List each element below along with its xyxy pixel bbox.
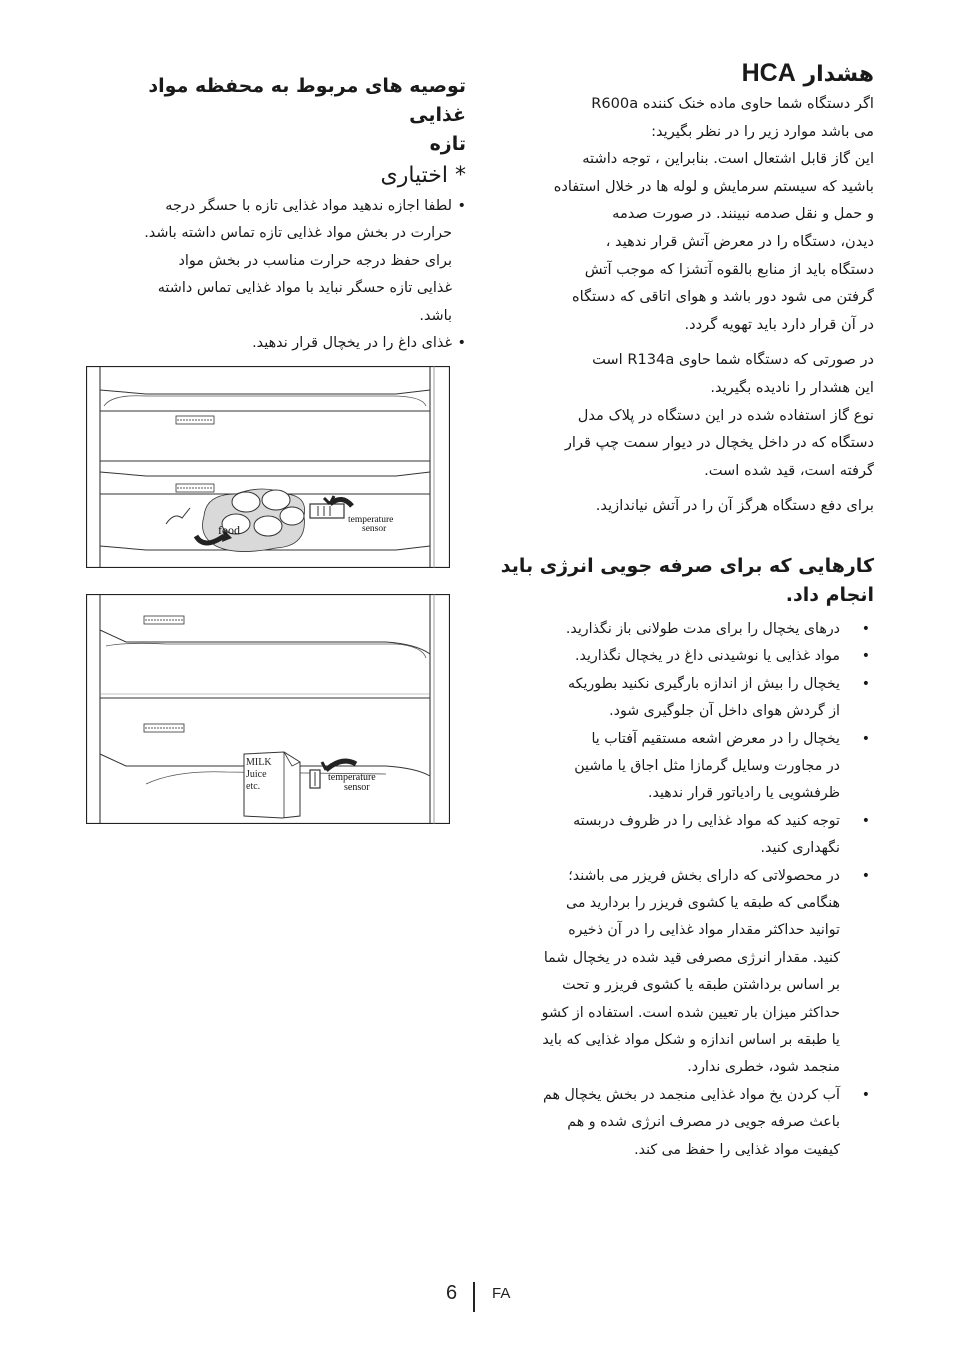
bullet-icon: • [861, 675, 870, 692]
list-item-line: باشد. [419, 307, 452, 324]
paragraph-line: برای دفع دستگاه هرگز آن را در آتش نیاندازید. [595, 497, 874, 515]
list-item-line: توجه کنید که مواد غذایی را در ظروف دربسته [573, 812, 840, 829]
list-item-line: نگهداری کنید. [760, 840, 840, 857]
list-item-line: از گردش هوای داخل آن جلوگیری شود. [609, 703, 840, 720]
sensor-label-line-1: temperature [328, 772, 376, 783]
list-item-line: در محصولاتی که دارای بخش فریزر می باشند؛ [568, 867, 840, 884]
list-item [492, 643, 874, 670]
sensor-label-line-2: sensor [362, 524, 387, 534]
paragraph-line: این گاز قابل اشتعال است. بنابراین ، توجه داشته [582, 150, 874, 168]
list-item-line: غذایی تازه حسگر نباید با مواد غذایی تماس داشته [157, 280, 452, 297]
list-item-line: منجمد شود، خطری ندارد. [687, 1059, 840, 1076]
fresh-food-list [86, 193, 466, 357]
paragraph-line: نوع گاز استفاده شده در این دستگاه در پلاک مدل [577, 406, 874, 424]
heading-text: هشدار [803, 62, 874, 87]
carton-label-line-3: etc. [246, 781, 261, 792]
hca-warning-heading [492, 58, 874, 90]
energy-saving-list [492, 616, 874, 1164]
paragraph-line: این هشدار را نادیده بگیرید. [710, 378, 874, 396]
carton-label-line-2: Juice [246, 769, 267, 780]
list-item [492, 671, 874, 726]
left-column [86, 72, 466, 357]
food-label: food [218, 523, 240, 537]
list-item-line: حداکثر میزان بار تعیین شده است. استفاده از کشو [541, 1004, 840, 1021]
heading-line: کارهایی که برای صرفه جویی انرژی باید [500, 554, 874, 577]
list-item-line: حرارت در بخش مواد غذایی تازه تماس داشته باشد. [144, 225, 452, 242]
list-item-line: باعث صرفه جویی در مصرف انرژی شده و هم [567, 1114, 840, 1131]
list-item-line: مواد غذایی یا نوشیدنی داغ در یخچال نگذارید. [575, 648, 840, 665]
hca-paragraph-3 [492, 402, 874, 485]
carton-label-line-1: MILK [246, 757, 272, 768]
list-item-line: برای حفظ درجه حرارت مناسب در بخش مواد [178, 252, 452, 269]
right-column [492, 58, 874, 1164]
list-item-line: کنید. مقدار انرژی مصرفی قید شده در یخچال شما [543, 949, 840, 966]
list-item [492, 726, 874, 808]
paragraph-line: گرفتن می شود دور باشد و هوای اتاقی که دستگاه [572, 288, 874, 306]
list-item-line: درهای یخچال را برای مدت طولانی باز نگذارید. [565, 620, 840, 637]
list-item-line: هنگامی که طبقه یا کشوی فریزر را بردارید می [566, 894, 840, 911]
list-item-line: یخچال را بیش از اندازه بارگیری نکنید بطوریکه [568, 675, 840, 692]
list-item-line: کیفیت مواد غذایی را حفظ می کند. [634, 1141, 840, 1158]
list-item-line: یخچال را در معرض اشعه مستقیم آفتاب یا [591, 730, 840, 747]
bullet-icon: • [861, 1086, 870, 1103]
paragraph-line: می باشد موارد زیر را در نظر بگیرید: [651, 122, 874, 140]
bullet-icon: • [861, 867, 870, 884]
paragraph-line: گرفته است، قید شده است. [704, 461, 874, 479]
bullet-icon: • [861, 812, 870, 829]
paragraph-line: دیدن، دستگاه را در معرض آتش قرار ندهید ، [605, 232, 874, 250]
fridge-food-figure [86, 366, 450, 568]
list-item [86, 193, 466, 330]
list-item-line: ظرفشویی یا رادیاتور قرار ندهید. [647, 785, 840, 802]
bullet-icon: • [861, 620, 870, 637]
list-item-line: در مجاورت وسایل گرمازا مثل اجاق یا ماشین [574, 757, 840, 774]
list-item [492, 1082, 874, 1164]
energy-saving-heading [492, 552, 874, 610]
list-item-line: بر اساس برداشتن طبقه یا کشوی فریزر و تحت [562, 977, 840, 994]
fridge-milk-figure [86, 594, 450, 824]
heading-latin: HCA [741, 59, 796, 87]
list-item-line: لطفا اجازه ندهید مواد غذایی تازه با حسگر درجه [165, 198, 452, 214]
list-item-line: آب کردن یخ مواد غذایی منجمد در بخش یخچال هم [543, 1086, 840, 1103]
list-item-line: غذای داغ را در یخچال قرار ندهید. [252, 335, 452, 352]
sensor-label-line-2: sensor [344, 782, 370, 793]
language-code: FA [492, 1285, 511, 1302]
paragraph-line: و حمل و نقل صدمه نبینند. در صورت صدمه [612, 205, 874, 223]
bullet-icon: • [457, 335, 466, 352]
list-item [492, 616, 874, 643]
paragraph-line: دستگاه باید از منابع بالقوه آتشزا که موجب آتش [584, 260, 874, 278]
list-item [492, 808, 874, 863]
paragraph-line: باشید که سیستم سرمایش و لوله ها در خلال استفاده [553, 177, 874, 195]
sensor-label-line-1: temperature [348, 515, 394, 525]
heading-line: توصیه های مربوط به محفظه مواد غذایی [148, 75, 466, 126]
hca-paragraph-1 [492, 90, 874, 338]
fresh-food-heading [86, 72, 466, 159]
paragraph-line: دستگاه که در داخل یخچال در دیوار سمت چپ قرار [564, 434, 874, 452]
page-number: 6 [446, 1282, 458, 1304]
heading-line: انجام داد. [785, 583, 874, 606]
optional-label: * اختیاری [380, 163, 466, 188]
list-item [86, 330, 466, 357]
list-item [492, 863, 874, 1082]
paragraph-line: در صورتی که دستگاه شما حاوی R134a است [592, 351, 874, 369]
bullet-icon: • [457, 198, 466, 214]
list-item-line: یا طبقه بر اساس اندازه و شکل مواد غذایی که باید [542, 1032, 840, 1048]
bullet-icon: • [861, 730, 870, 747]
paragraph-line: در آن قرار دارد باید تهویه گردد. [684, 315, 874, 333]
list-item-line: توانید حداکثر مقدار مواد غذایی را در آن ذخیره [568, 922, 840, 939]
footer-divider [473, 1282, 475, 1312]
heading-line: تازه [429, 133, 466, 155]
paragraph-line: اگر دستگاه شما حاوی ماده خنک کننده R600a [591, 95, 874, 112]
bullet-icon: • [861, 648, 870, 665]
hca-paragraph-2 [492, 346, 874, 401]
hca-paragraph-4 [492, 492, 874, 520]
